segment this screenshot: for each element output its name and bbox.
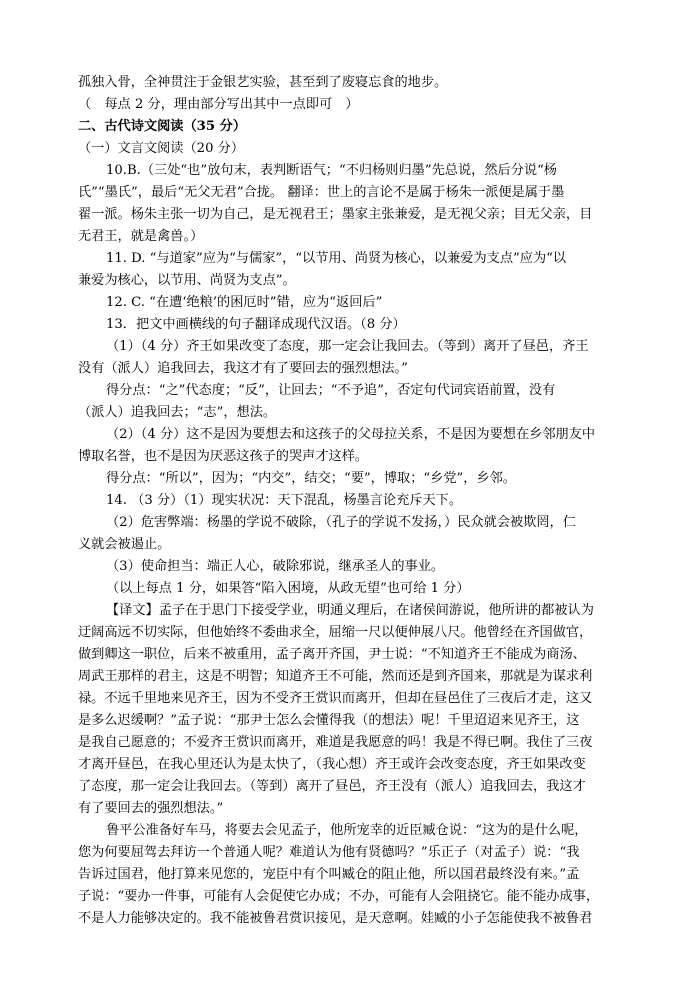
text-line: 您为何要屈驾去拜访一个普通人呢？难道认为他有贤德吗？”乐正子（对孟子）说：“我 bbox=[78, 845, 580, 860]
text-line: （派人）追我回去；“志”，想法。 bbox=[78, 405, 277, 420]
text-line: 孤独入骨，全神贯注于金银艺实验，甚至到了废寝忘食的地步。 bbox=[78, 75, 448, 90]
text-line: 得分点：“之”代态度；“反”，让回去；“不予追”，否定句代词宾语前置，没有 bbox=[106, 383, 556, 398]
text-line: （ 每点 2 分，理由部分写出其中一点即可 ） bbox=[78, 97, 359, 112]
text-line: （2）危害弊端：杨墨的学说不破除，（孔子的学说不发扬，）民众就会被欺罔，仁 bbox=[106, 515, 576, 530]
text-line: 子说：“要办一件事，可能有人会促使它办成；不办，可能有人会阻挠它。能不能办成事， bbox=[78, 889, 600, 904]
text-line: （2）（4 分）这不是因为要想去和这孩子的父母拉关系，不是因为要想在乡邻朋友中 bbox=[106, 427, 596, 442]
document-page bbox=[78, 72, 638, 930]
text-line: 没有（派人）追我回去，我这才有了要回去的强烈想法。” bbox=[78, 361, 408, 376]
text-line: （3）使命担当：端正人心，破除邪说，继承圣人的事业。 bbox=[106, 559, 445, 574]
text-line: 才离开昼邑，在我心里还认为是太快了，（我心想）齐王或许会改变态度，齐王如果改变 bbox=[78, 757, 586, 772]
text-line: 鲁平公准备好车马，将要去会见孟子，他所宠幸的近臣臧仓说：“这为的是什么呢， bbox=[106, 823, 588, 838]
text-line: 翟一派。杨朱主张一切为自己，是无视君王；墨家主张兼爱，是无视父亲；目无父亲，目 bbox=[78, 207, 593, 222]
text-line: 【译文】孟子在于思门下接受学业，明通义理后，在诸侯间游说，他所讲的都被认为 bbox=[106, 603, 594, 618]
text-line: （1）（4 分）齐王如果改变了态度，那一定会让我回去。（等到）离开了昼邑，齐王 bbox=[106, 339, 589, 354]
text-line: 做到卿这一职位，后来不被重用，孟子离开齐国，尹士说：“不知道齐王不能成为商汤、 bbox=[78, 647, 586, 662]
text-line: 是我自己愿意的；不爱齐王赏识而离开，难道是我愿意的吗！我是不得已啊。我住了三夜 bbox=[78, 735, 593, 750]
text-line: 10.B.（三处“也”放句末，表判断语气；“不归杨则归墨”先总说，然后分说“杨 bbox=[106, 163, 557, 178]
text-line: 氏”“墨氏”，最后“无父无君”合拢。 翻译：世上的言论不是属于杨朱一派便是属于墨 bbox=[78, 185, 565, 200]
text-line: 了态度，那一定会让我回去。（等到）离开了昼邑，齐王没有（派人）追我回去，我这才 bbox=[78, 779, 586, 794]
text-line: 有了要回去的强烈想法。” bbox=[78, 801, 224, 816]
text-line: （以上每点 1 分，如果答“陷入困境，从政无望”也可给 1 分） bbox=[106, 581, 470, 596]
text-line: 14. （3 分）（1）现实状况：天下混乱，杨墨言论充斥天下。 bbox=[106, 493, 463, 508]
text-line: 博取名誉，也不是因为厌恶这孩子的哭声才这样。 bbox=[78, 449, 369, 464]
text-line: 11. D. “与道家”应为“与儒家”，“以节用、尚贤为核心，以兼爱为支点”应为“以 bbox=[106, 251, 567, 266]
text-line: 禄。不远千里地来见齐王，因为不受齐王赏识而离开，但却在昼邑住了三夜后才走，这又 bbox=[78, 691, 593, 706]
text-line: 义就会被遏止。 bbox=[78, 537, 171, 552]
text-line: 不是人力能够决定的。我不能被鲁君赏识接见，是天意啊。娃臧的小子怎能使我不被鲁君 bbox=[78, 911, 593, 926]
text-line: 12. C. “在遭‘绝粮’的困厄时”错，应为“返回后” bbox=[106, 295, 383, 310]
text-line: 迂阔高远不切实际，但他始终不委曲求全，屈缩一尺以便伸展八尺。他曾经在齐国做官， bbox=[78, 625, 593, 640]
text-line: 周武王那样的君主，这是不明智；知道齐王不可能，然而还是到齐国来，那就是为谋求利 bbox=[78, 669, 593, 684]
text-line: 是多么迟缓啊？”孟子说：“那尹士怎么会懂得我（的想法）呢！千里迢迢来见齐王，这 bbox=[78, 713, 580, 728]
text-line: 13．把文中画横线的句子翻译成现代汉语。（8 分） bbox=[106, 317, 406, 332]
text-line: 兼爱为核心，以节用、尚贤为支点”。 bbox=[78, 273, 296, 288]
text-line: 得分点：“所以”，因为；“内交”，结交；“要”，博取；“乡党”，乡邻。 bbox=[106, 471, 516, 486]
text-line: 告诉过国君，他打算来见您的，宠臣中有个叫臧仓的阻止他，所以国君最终没有来。”孟 bbox=[78, 867, 580, 882]
text-line: 二、古代诗文阅读（35 分） bbox=[78, 119, 247, 134]
text-line: 无君王，就是禽兽。） bbox=[78, 229, 204, 244]
text-line: （一）文言文阅读（20 分） bbox=[78, 141, 245, 156]
